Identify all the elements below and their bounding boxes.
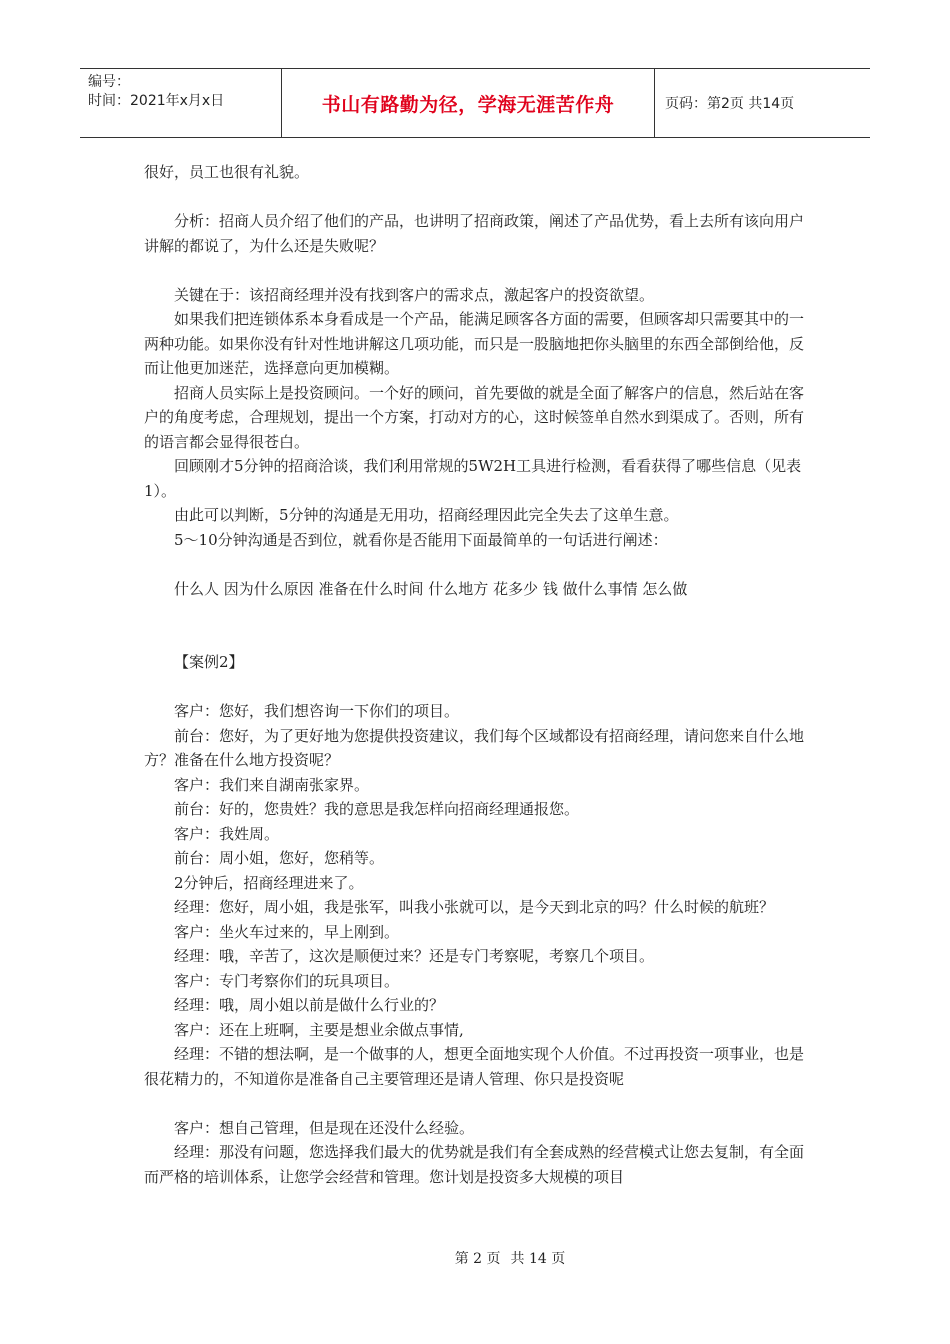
blank-line: [144, 626, 808, 651]
paragraph: 招商人员实际上是投资顾问。一个好的顾问，首先要做的就是全面了解客户的信息，然后站在客户的角度考虑，合理规划，提出一个方案，打动对方的心，这时候签单自然水到渠成了。否则，所有的语言都会显得很苍白。: [144, 383, 805, 451]
dialogue-line: 客户：想自己管理，但是现在还没什么经验。: [174, 1118, 475, 1137]
paragraph: 由此可以判断，5分钟的沟通是无用功，招商经理因此完全失去了这单生意。: [174, 506, 679, 524]
motto: 书山有路勤为径，学海无涯苦作舟: [321, 93, 615, 116]
paragraph: 什么人 因为什么原因 准备在什么时间 什么地方 花多少 钱 做什么事情 怎么做: [174, 579, 688, 598]
paragraph: 分析：招商人员介绍了他们的产品，也讲明了招商政策，阐述了产品优势，看上去所有该向用户讲解的都说了，为什么还是失败呢？: [144, 212, 805, 255]
blank-line: [144, 1091, 808, 1116]
page-info: 页码：第2页 共14页: [665, 96, 795, 112]
dialogue-line: 经理：哦，周小姐以前是做什么行业的？: [174, 996, 445, 1014]
dialogue-line: 经理：不错的想法啊，是一个做事的人，想更全面地实现个人价值。不过再投资一项事业，也是很花精力的，不知道你是准备自己主要管理还是请人管理、你只是投资呢: [144, 1045, 805, 1088]
blank-line: [144, 258, 808, 283]
document-body: [144, 160, 808, 1189]
time-label: 时间：2021年x月x日: [88, 93, 225, 109]
dialogue-line: 客户：我们来自湖南张家界。: [174, 775, 370, 794]
blank-line: [144, 675, 808, 700]
page-header: [80, 68, 870, 138]
blank-line: [144, 552, 808, 577]
dialogue-line: 客户：我姓周。: [174, 824, 280, 843]
page-footer: [0, 1248, 950, 1268]
dialogue-line: 前台：您好，为了更好地为您提供投资建议，我们每个区域都设有招商经理，请问您来自什么地方？准备在什么地方投资呢？: [144, 726, 805, 769]
paragraph: 关键在于：该招商经理并没有找到客户的需求点，激起客户的投资欲望。: [174, 285, 655, 304]
header-meta: [80, 69, 280, 141]
footer-page-number: 第 2 页: [454, 1251, 501, 1267]
footer-total-pages: 共 14 页: [510, 1251, 566, 1267]
dialogue-line: 客户：专门考察你们的玩具项目。: [174, 971, 400, 990]
blank-line: [144, 185, 808, 210]
dialogue-line: 经理：哦，辛苦了，这次是顺便过来？还是专门考察呢，考察几个项目。: [174, 947, 655, 965]
dialogue-line: 客户：还在上班啊，主要是想业余做点事情,: [174, 1020, 464, 1039]
dialogue-line: 前台：周小姐，您好，您稍等。: [174, 849, 385, 867]
dialogue-line: 经理：那没有问题，您选择我们最大的优势就是我们有全套成熟的经营模式让您去复制，有全面而严格的培训体系，让您学会经营和管理。您计划是投资多大规模的项目: [144, 1143, 805, 1186]
case-heading: 【案例2】: [174, 653, 244, 671]
dialogue-line: 经理：您好，周小姐，我是张军，叫我小张就可以，是今天到北京的吗？什么时候的航班？: [174, 898, 775, 916]
paragraph: 回顾刚才5分钟的招商洽谈，我们利用常规的5W2H工具进行检测，看看获得了哪些信息（见表1）。: [144, 457, 802, 500]
number-label: 编号：: [88, 74, 130, 90]
dialogue-line: 客户：您好，我们想咨询一下你们的项目。: [174, 702, 460, 720]
header-motto-cell: [281, 69, 655, 137]
blank-line: [144, 601, 808, 626]
paragraph: 5～10分钟沟通是否到位，就看你是否能用下面最简单的一句话进行阐述：: [174, 530, 668, 549]
dialogue-line: 客户：坐火车过来的，早上刚到。: [174, 922, 400, 941]
dialogue-line: 2分钟后，招商经理进来了。: [174, 873, 364, 892]
dialogue-line: 前台：好的，您贵姓？我的意思是我怎样向招商经理通报您。: [174, 800, 580, 818]
paragraph: 很好，员工也很有礼貌。: [144, 163, 310, 181]
paragraph: 如果我们把连锁体系本身看成是一个产品，能满足顾客各方面的需要，但顾客却只需要其中的一两种功能。如果你没有针对性地讲解这几项功能，而只是一股脑地把你头脑里的东西全部倒给他，反而让他更加迷茫，选择意向更加模糊。: [144, 310, 805, 377]
